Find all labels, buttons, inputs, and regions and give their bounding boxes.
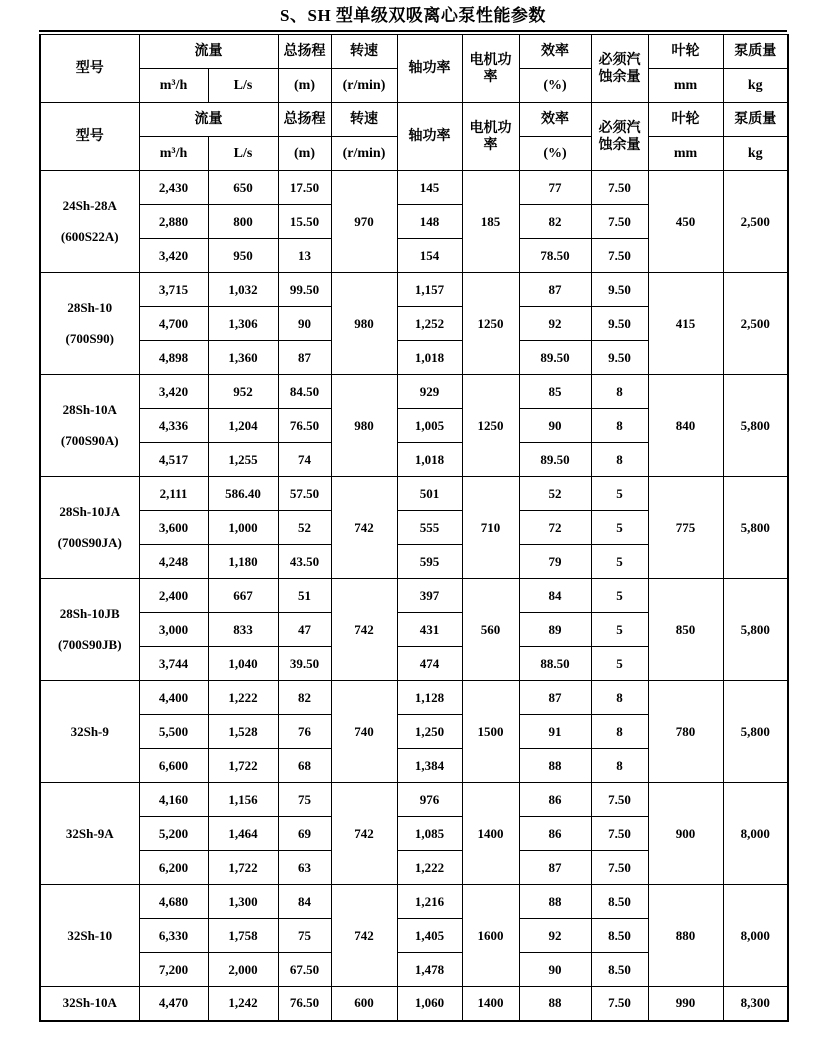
impeller-cell: 780	[648, 681, 723, 783]
table-row	[40, 579, 788, 613]
shaft-power-cell: 1,252	[397, 307, 462, 341]
speed-cell: 980	[331, 273, 397, 375]
flow-ls-cell: 586.40	[208, 477, 278, 511]
npsh-cell: 8.50	[591, 885, 648, 919]
flow-ls-cell: 1,306	[208, 307, 278, 341]
impeller-unit: mm	[648, 69, 723, 103]
speed-cell: 742	[331, 885, 397, 987]
head-cell: 52	[278, 511, 331, 545]
flow-ls-cell: 1,722	[208, 851, 278, 885]
flow-m3h-cell: 5,500	[139, 715, 208, 749]
motor-power-cell: 560	[462, 579, 519, 681]
shaft-power-cell: 1,128	[397, 681, 462, 715]
head-cell: 76.50	[278, 987, 331, 1021]
shaft-power-cell: 1,216	[397, 885, 462, 919]
table-row	[40, 477, 788, 511]
head-cell: 99.50	[278, 273, 331, 307]
flow-m3h-cell: 2,400	[139, 579, 208, 613]
efficiency-cell: 77	[519, 171, 591, 205]
npsh-cell: 5	[591, 647, 648, 681]
efficiency-cell: 87	[519, 273, 591, 307]
model-alt-name: (700S90)	[65, 331, 114, 346]
efficiency-cell: 82	[519, 205, 591, 239]
head-cell: 15.50	[278, 205, 331, 239]
shaft-power-cell: 501	[397, 477, 462, 511]
model-cell	[40, 987, 139, 1021]
mass-cell: 5,800	[723, 579, 788, 681]
head-cell: 39.50	[278, 647, 331, 681]
flow-m3h-unit: m³/h	[139, 137, 208, 171]
shaft-power-header: 轴功率	[397, 35, 462, 103]
shaft-power-header: 轴功率	[397, 103, 462, 171]
flow-ls-cell: 1,040	[208, 647, 278, 681]
table-row	[40, 375, 788, 409]
impeller-header: 叶轮	[648, 103, 723, 137]
motor-power-cell: 185	[462, 171, 519, 273]
npsh-cell: 9.50	[591, 341, 648, 375]
shaft-power-cell: 431	[397, 613, 462, 647]
motor-power-header: 电机功率	[462, 103, 519, 171]
flow-m3h-cell: 4,470	[139, 987, 208, 1021]
efficiency-cell: 88.50	[519, 647, 591, 681]
flow-ls-cell: 1,758	[208, 919, 278, 953]
npsh-cell: 9.50	[591, 273, 648, 307]
flow-ls-cell: 1,222	[208, 681, 278, 715]
flow-ls-cell: 1,300	[208, 885, 278, 919]
efficiency-cell: 52	[519, 477, 591, 511]
flow-m3h-cell: 2,111	[139, 477, 208, 511]
header-row	[40, 35, 788, 69]
efficiency-cell: 87	[519, 851, 591, 885]
shaft-power-cell: 1,405	[397, 919, 462, 953]
model-header: 型号	[40, 103, 139, 171]
impeller-cell: 840	[648, 375, 723, 477]
performance-table	[39, 34, 789, 1022]
npsh-cell: 8	[591, 715, 648, 749]
impeller-cell: 850	[648, 579, 723, 681]
flow-ls-cell: 1,360	[208, 341, 278, 375]
shaft-power-cell: 1,060	[397, 987, 462, 1021]
impeller-cell: 990	[648, 987, 723, 1021]
table-row	[40, 783, 788, 817]
model-cell	[40, 171, 139, 273]
efficiency-cell: 91	[519, 715, 591, 749]
impeller-cell: 775	[648, 477, 723, 579]
speed-unit: (r/min)	[331, 69, 397, 103]
model-name: 32Sh-9A	[65, 825, 114, 841]
efficiency-header: 效率	[519, 35, 591, 69]
mass-cell: 2,500	[723, 171, 788, 273]
head-cell: 57.50	[278, 477, 331, 511]
speed-unit: (r/min)	[331, 137, 397, 171]
motor-power-cell: 1600	[462, 885, 519, 987]
shaft-power-cell: 1,018	[397, 443, 462, 477]
flow-ls-cell: 1,528	[208, 715, 278, 749]
efficiency-cell: 79	[519, 545, 591, 579]
flow-m3h-cell: 3,744	[139, 647, 208, 681]
impeller-cell: 415	[648, 273, 723, 375]
npsh-cell: 8	[591, 749, 648, 783]
model-cell	[40, 477, 139, 579]
mass-header: 泵质量	[723, 103, 788, 137]
model-name: 28Sh-10JA	[59, 504, 121, 519]
efficiency-cell: 86	[519, 817, 591, 851]
flow-m3h-cell: 4,898	[139, 341, 208, 375]
shaft-power-cell: 1,250	[397, 715, 462, 749]
npsh-header: 必须汽蚀余量	[591, 103, 648, 171]
table-row	[40, 273, 788, 307]
flow-m3h-cell: 6,330	[139, 919, 208, 953]
flow-m3h-cell: 4,517	[139, 443, 208, 477]
flow-ls-cell: 950	[208, 239, 278, 273]
head-cell: 90	[278, 307, 331, 341]
head-unit: (m)	[278, 69, 331, 103]
head-cell: 63	[278, 851, 331, 885]
flow-ls-cell: 1,156	[208, 783, 278, 817]
efficiency-header: 效率	[519, 103, 591, 137]
flow-m3h-cell: 5,200	[139, 817, 208, 851]
efficiency-cell: 78.50	[519, 239, 591, 273]
model-alt-name: (700S90JB)	[57, 637, 122, 652]
impeller-cell: 450	[648, 171, 723, 273]
head-unit: (m)	[278, 137, 331, 171]
flow-m3h-cell: 4,700	[139, 307, 208, 341]
efficiency-cell: 86	[519, 783, 591, 817]
npsh-cell: 7.50	[591, 171, 648, 205]
speed-cell: 742	[331, 783, 397, 885]
shaft-power-cell: 148	[397, 205, 462, 239]
model-cell	[40, 273, 139, 375]
header-row	[40, 103, 788, 137]
motor-power-cell: 1250	[462, 375, 519, 477]
flow-m3h-unit: m³/h	[139, 69, 208, 103]
speed-cell: 740	[331, 681, 397, 783]
efficiency-cell: 84	[519, 579, 591, 613]
impeller-unit: mm	[648, 137, 723, 171]
head-header: 总扬程	[278, 35, 331, 69]
head-cell: 75	[278, 783, 331, 817]
npsh-cell: 5	[591, 579, 648, 613]
shaft-power-cell: 976	[397, 783, 462, 817]
shaft-power-cell: 555	[397, 511, 462, 545]
table-header-block-2	[40, 103, 788, 171]
npsh-cell: 5	[591, 545, 648, 579]
head-cell: 76.50	[278, 409, 331, 443]
model-name: 28Sh-10	[67, 300, 113, 315]
flow-m3h-cell: 7,200	[139, 953, 208, 987]
impeller-cell: 900	[648, 783, 723, 885]
head-cell: 87	[278, 341, 331, 375]
flow-m3h-cell: 3,600	[139, 511, 208, 545]
efficiency-cell: 85	[519, 375, 591, 409]
shaft-power-cell: 595	[397, 545, 462, 579]
npsh-cell: 5	[591, 613, 648, 647]
model-cell	[40, 783, 139, 885]
speed-header: 转速	[331, 103, 397, 137]
npsh-cell: 7.50	[591, 239, 648, 273]
efficiency-cell: 88	[519, 987, 591, 1021]
table-row	[40, 681, 788, 715]
npsh-cell: 7.50	[591, 783, 648, 817]
flow-ls-cell: 1,242	[208, 987, 278, 1021]
table-body	[40, 171, 788, 1021]
mass-unit: kg	[723, 137, 788, 171]
flow-m3h-cell: 3,420	[139, 375, 208, 409]
table-header-block-1	[40, 35, 788, 103]
head-cell: 13	[278, 239, 331, 273]
flow-m3h-cell: 3,715	[139, 273, 208, 307]
npsh-header: 必须汽蚀余量	[591, 35, 648, 103]
model-alt-name: (700S90JA)	[57, 535, 122, 550]
flow-m3h-cell: 4,680	[139, 885, 208, 919]
mass-unit: kg	[723, 69, 788, 103]
flow-ls-cell: 952	[208, 375, 278, 409]
efficiency-cell: 87	[519, 681, 591, 715]
speed-cell: 980	[331, 375, 397, 477]
efficiency-cell: 72	[519, 511, 591, 545]
npsh-cell: 7.50	[591, 205, 648, 239]
npsh-cell: 7.50	[591, 817, 648, 851]
efficiency-cell: 89.50	[519, 341, 591, 375]
table-row	[40, 885, 788, 919]
npsh-cell: 8	[591, 443, 648, 477]
shaft-power-cell: 1,085	[397, 817, 462, 851]
flow-ls-cell: 833	[208, 613, 278, 647]
head-cell: 76	[278, 715, 331, 749]
flow-ls-unit: L/s	[208, 137, 278, 171]
model-name: 28Sh-10JB	[59, 606, 120, 621]
motor-power-header: 电机功率	[462, 35, 519, 103]
flow-m3h-cell: 4,336	[139, 409, 208, 443]
shaft-power-cell: 1,157	[397, 273, 462, 307]
model-cell	[40, 885, 139, 987]
shaft-power-cell: 145	[397, 171, 462, 205]
efficiency-unit: (%)	[519, 137, 591, 171]
mass-cell: 5,800	[723, 375, 788, 477]
flow-ls-cell: 1,464	[208, 817, 278, 851]
npsh-cell: 7.50	[591, 987, 648, 1021]
head-cell: 67.50	[278, 953, 331, 987]
mass-cell: 5,800	[723, 477, 788, 579]
flow-m3h-cell: 3,420	[139, 239, 208, 273]
flow-m3h-cell: 2,880	[139, 205, 208, 239]
model-name: 32Sh-10	[67, 927, 113, 943]
efficiency-cell: 92	[519, 307, 591, 341]
mass-cell: 5,800	[723, 681, 788, 783]
flow-header: 流量	[139, 103, 278, 137]
flow-ls-cell: 1,204	[208, 409, 278, 443]
speed-cell: 970	[331, 171, 397, 273]
efficiency-cell: 88	[519, 749, 591, 783]
efficiency-cell: 89.50	[519, 443, 591, 477]
npsh-cell: 9.50	[591, 307, 648, 341]
head-cell: 74	[278, 443, 331, 477]
motor-power-cell: 1250	[462, 273, 519, 375]
flow-m3h-cell: 6,600	[139, 749, 208, 783]
model-cell	[40, 579, 139, 681]
head-cell: 47	[278, 613, 331, 647]
model-cell	[40, 681, 139, 783]
head-header: 总扬程	[278, 103, 331, 137]
impeller-header: 叶轮	[648, 35, 723, 69]
flow-m3h-cell: 6,200	[139, 851, 208, 885]
model-header: 型号	[40, 35, 139, 103]
efficiency-cell: 88	[519, 885, 591, 919]
npsh-cell: 5	[591, 477, 648, 511]
mass-cell: 8,300	[723, 987, 788, 1021]
impeller-cell: 880	[648, 885, 723, 987]
speed-cell: 742	[331, 579, 397, 681]
flow-ls-unit: L/s	[208, 69, 278, 103]
page-title: S、SH 型单级双吸离心泵性能参数	[280, 6, 546, 25]
efficiency-cell: 92	[519, 919, 591, 953]
flow-ls-cell: 667	[208, 579, 278, 613]
mass-cell: 8,000	[723, 885, 788, 987]
efficiency-cell: 90	[519, 953, 591, 987]
shaft-power-cell: 397	[397, 579, 462, 613]
flow-ls-cell: 1,000	[208, 511, 278, 545]
efficiency-cell: 89	[519, 613, 591, 647]
model-alt-name: (600S22A)	[60, 229, 119, 244]
shaft-power-cell: 1,478	[397, 953, 462, 987]
model-name: 32Sh-10A	[62, 995, 117, 1011]
motor-power-cell: 1400	[462, 987, 519, 1021]
npsh-cell: 5	[591, 511, 648, 545]
flow-m3h-cell: 4,160	[139, 783, 208, 817]
flow-ls-cell: 650	[208, 171, 278, 205]
npsh-cell: 8.50	[591, 919, 648, 953]
shaft-power-cell: 1,384	[397, 749, 462, 783]
head-cell: 84.50	[278, 375, 331, 409]
flow-ls-cell: 800	[208, 205, 278, 239]
motor-power-cell: 710	[462, 477, 519, 579]
table-frame	[39, 30, 787, 1022]
model-name: 24Sh-28A	[62, 198, 117, 213]
flow-ls-cell: 1,722	[208, 749, 278, 783]
flow-ls-cell: 1,255	[208, 443, 278, 477]
mass-cell: 2,500	[723, 273, 788, 375]
npsh-cell: 7.50	[591, 851, 648, 885]
flow-m3h-cell: 3,000	[139, 613, 208, 647]
flow-m3h-cell: 4,400	[139, 681, 208, 715]
shaft-power-cell: 474	[397, 647, 462, 681]
mass-cell: 8,000	[723, 783, 788, 885]
mass-header: 泵质量	[723, 35, 788, 69]
shaft-power-cell: 1,005	[397, 409, 462, 443]
shaft-power-cell: 929	[397, 375, 462, 409]
head-cell: 43.50	[278, 545, 331, 579]
model-name: 32Sh-9	[70, 723, 109, 739]
head-cell: 17.50	[278, 171, 331, 205]
head-cell: 51	[278, 579, 331, 613]
head-cell: 82	[278, 681, 331, 715]
motor-power-cell: 1500	[462, 681, 519, 783]
efficiency-cell: 90	[519, 409, 591, 443]
npsh-cell: 8	[591, 409, 648, 443]
shaft-power-cell: 1,018	[397, 341, 462, 375]
flow-m3h-cell: 2,430	[139, 171, 208, 205]
model-alt-name: (700S90A)	[60, 433, 119, 448]
flow-ls-cell: 1,032	[208, 273, 278, 307]
npsh-cell: 8	[591, 681, 648, 715]
npsh-cell: 8	[591, 375, 648, 409]
motor-power-cell: 1400	[462, 783, 519, 885]
speed-cell: 742	[331, 477, 397, 579]
speed-header: 转速	[331, 35, 397, 69]
flow-ls-cell: 1,180	[208, 545, 278, 579]
shaft-power-cell: 154	[397, 239, 462, 273]
flow-ls-cell: 2,000	[208, 953, 278, 987]
head-cell: 69	[278, 817, 331, 851]
table-row	[40, 171, 788, 205]
flow-m3h-cell: 4,248	[139, 545, 208, 579]
flow-header: 流量	[139, 35, 278, 69]
npsh-cell: 8.50	[591, 953, 648, 987]
head-cell: 75	[278, 919, 331, 953]
efficiency-unit: (%)	[519, 69, 591, 103]
head-cell: 68	[278, 749, 331, 783]
speed-cell: 600	[331, 987, 397, 1021]
shaft-power-cell: 1,222	[397, 851, 462, 885]
head-cell: 84	[278, 885, 331, 919]
model-name: 28Sh-10A	[62, 402, 117, 417]
table-row	[40, 987, 788, 1021]
model-cell	[40, 375, 139, 477]
